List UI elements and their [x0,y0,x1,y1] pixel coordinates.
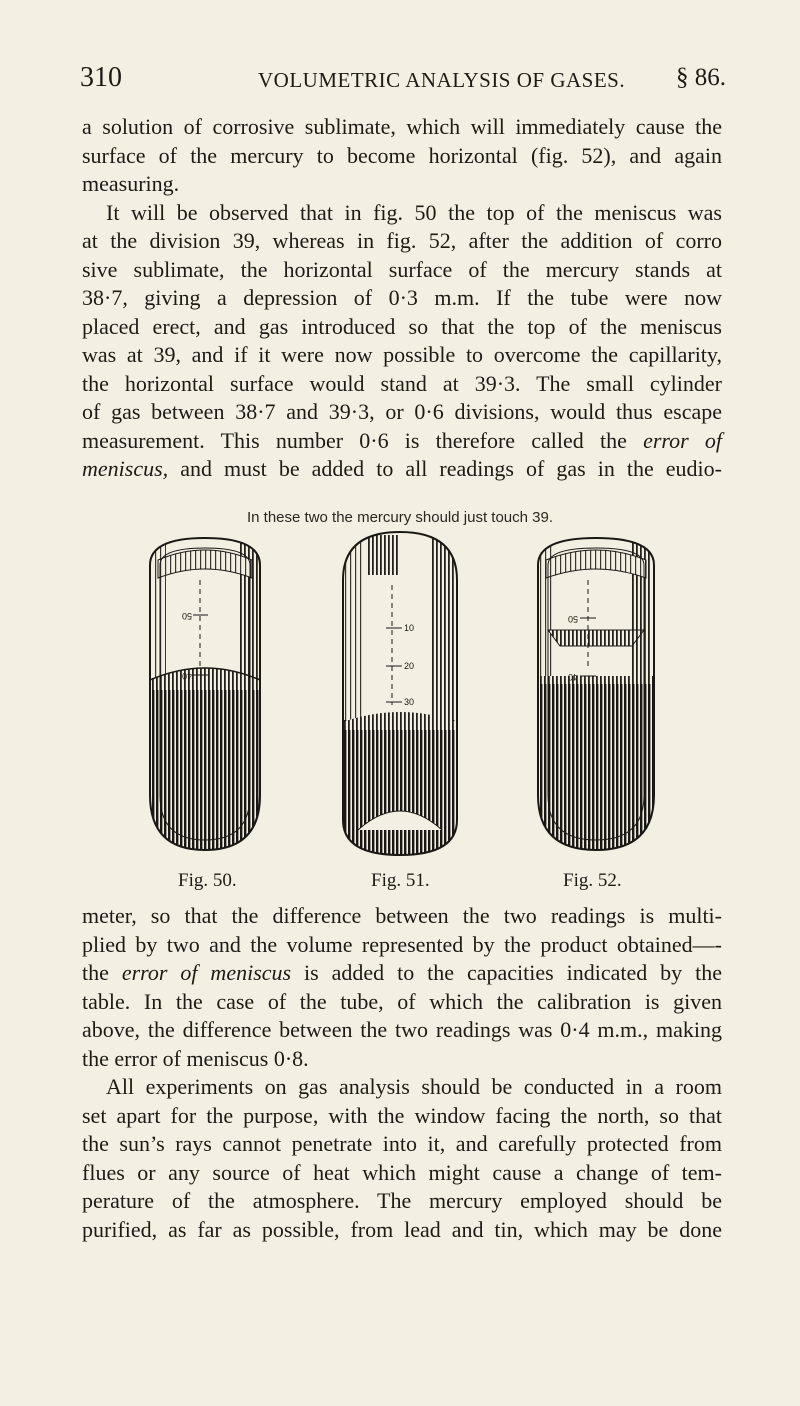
italic-term: meniscus, [82,456,169,481]
text-line: plied by two and the volume represented by the product obtained—- [82,931,722,957]
fig-52-tube [538,530,654,860]
text-line: was at 39, and if it were now possible to overcome the capillarity, [82,342,722,367]
fig-50-label: Fig. 50. [178,870,237,891]
text-line: meter, so that the difference between the two readings is multi- [82,903,722,928]
text-line: perature of the atmosphere. The mercury employed should be [82,1188,722,1213]
text-line: the error of meniscus 0·8. [82,1045,309,1071]
italic-term: error of [643,427,723,453]
text-line: flues or any source of heat which might cause a change of tem- [82,1159,722,1185]
fig-51-scale-label: 10 [404,623,415,633]
fig-50-tube [150,530,260,860]
text-line: purified, as far as possible, from lead and tin, which may be done [82,1216,722,1242]
text-line: table. In the case of the tube, of which the calibration is given [82,988,722,1014]
text-line: the sun’s rays cannot penetrate into it, and carefully protected from [82,1131,722,1156]
section-number: § 86. [676,64,726,91]
text-line: All experiments on gas analysis should be conducted in a room [106,1074,722,1099]
text-line: sive sublimate, the horizontal surface of the mercury stands at [82,256,722,282]
fig-51-label: Fig. 51. [371,870,430,891]
upper-text [82,113,722,484]
fig-51-tube [343,530,457,860]
text-line: surface of the mercury to become horizontal (fig. 52), and again [82,142,722,168]
text-line: a solution of corrosive sublimate, which will immediately cause the [82,114,722,139]
running-head [80,62,726,102]
fig-51-scale-label: 20 [404,661,415,671]
text-line: at the division 39, whereas in fig. 52, after the addition of corro [82,228,722,253]
text-line: measurement. This number 0·6 is therefore called the error of [82,427,723,453]
figure-caption: In these two the mercury should just touch 39. [247,509,553,526]
running-title: VOLUMETRIC ANALYSIS OF GASES. [258,68,626,92]
fig-50-scale-label: 40 [181,671,192,681]
text-line: meniscus, and must be added to all readings of gas in the eudio- [82,456,722,481]
fig-51-scale-label: 30 [404,697,415,707]
text-line: above, the difference between the two readings was 0·4 m.m., making [82,1017,722,1042]
text-line: the horizontal surface would stand at 39·3. The small cylinder [82,370,722,396]
text-line: set apart for the purpose, with the window facing the north, so that [82,1102,722,1128]
fig-50-scale-label: 50 [181,611,192,621]
page-number: 310 [80,62,122,93]
text-line: It will be observed that in fig. 50 the top of the meniscus was [106,199,722,225]
fig-52-scale-label: 40 [567,672,578,682]
text-line: placed erect, and gas introduced so that the top of the meniscus [82,313,722,339]
text-line: the error of meniscus is added to the capacities indicated by the [82,960,722,985]
lower-text [82,902,722,1244]
text-line: 38·7, giving a depression of 0·3 m.m. If the tube were now [82,285,722,310]
italic-term: error of meniscus [121,960,292,985]
text-line: measuring. [82,171,180,196]
fig-52-label: Fig. 52. [563,870,622,891]
eudiometer-figures [0,530,800,860]
text-line: of gas between 38·7 and 39·3, or 0·6 divisions, would thus escape [82,399,722,424]
fig-52-scale-label: 50 [567,614,578,624]
